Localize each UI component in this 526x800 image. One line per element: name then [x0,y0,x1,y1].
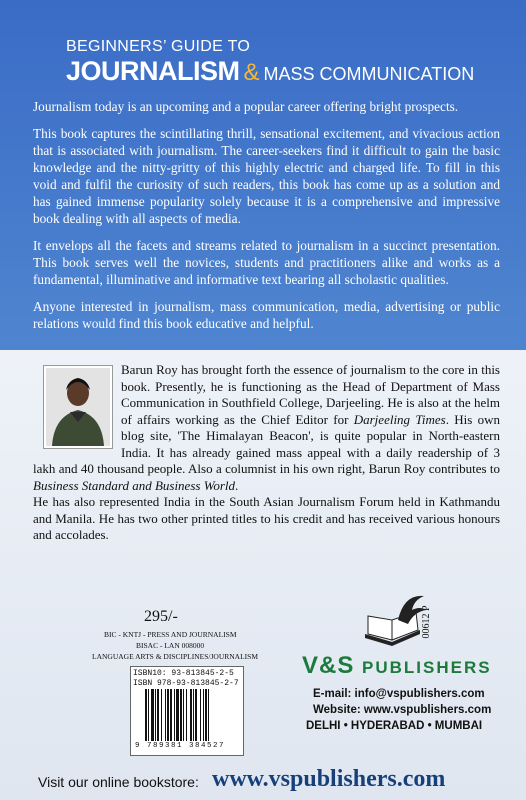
bio-publication-2: Business Standard and Business World [33,477,235,493]
barcode-bar [155,689,156,741]
barcode-bar [174,689,175,741]
title-mass-communication: MASS COMMUNICATION [263,64,475,84]
barcode-bar [186,689,187,741]
barcode-icon [145,689,237,741]
title-amp: & [243,59,260,86]
publisher-cities: DELHI • HYDERABAD • MUMBAI [306,720,483,732]
book-blurb [33,98,500,342]
category-language-arts: LANGUAGE ARTS & DISCIPLINES/JOURNALISM [92,652,259,661]
publisher-logo [302,652,492,680]
barcode-bar [203,689,204,741]
barcode-bar [183,689,184,741]
author-photo [44,366,112,448]
barcode-bar [167,689,169,741]
barcode-bar [161,689,162,741]
bio-publication-1: Darjeeling Times [353,411,446,427]
barcode-bar [193,689,194,741]
price: 295/- [144,608,178,625]
publisher-email[interactable]: E-mail: info@vspublishers.com [313,688,485,700]
blurb-paragraph-3: It envelops all the facets and streams related to journalism in a succinct presentation. This book serves well the novices, students and practitioners alike and works as a fundamental, illuminative and informative text bearing all scholastic qualities. [33,238,500,287]
author-photo-image [46,368,110,446]
publisher-vs: V&S [302,652,355,679]
barcode-bar [151,689,154,741]
barcode-bar [180,689,182,741]
barcode-bar [195,689,197,741]
category-bisac: BISAC - LAN 008000 [136,641,205,650]
barcode-bar [205,689,207,741]
barcode-digits: 9 789381 384527 [135,742,226,750]
category-bic: BIC - KNTJ - PRESS AND JOURNALISM [104,630,237,639]
barcode-bar [145,689,147,741]
barcode-bar [176,689,179,741]
isbn-10: ISBN10: 93-813845-2-5 [133,669,234,678]
bio-text: . [235,477,239,493]
title-top: BEGINNERS’ GUIDE TO [66,38,251,55]
publisher-website[interactable]: Website: www.vspublishers.com [313,704,492,716]
blurb-paragraph-4: Anyone interested in journalism, mass communication, media, advertising or public relations would find this book educative and helpful. [33,299,500,331]
blurb-paragraph-2: This book captures the scintillating thrill, sensational excitement, and vivacious action that is associated with journalism. The career-seekers find it difficult to gain the basic knowledge and the nitty-gritty of this highly electric and charged life. To fill in this void and fulfil the curiosity of such readers, this book has come up as a solution and has gained immense popularity solely because it is a comprehensive and impressive book dealing with all aspects of media. [33,126,500,226]
bookstore-url-link[interactable]: www.vspublishers.com [212,766,446,792]
bio-paragraph-2: He has also represented India in the South Asian Journalism Forum held in Kathmandu and Manila. He has two other printed titles to his credit and has received various honours and accolades. [33,494,500,542]
barcode-bar [157,689,159,741]
visit-bookstore-label: Visit our online bookstore: [38,774,199,790]
title-main [66,56,474,87]
publisher-name: PUBLISHERS [362,658,492,677]
barcode-bar [208,689,209,741]
barcode-bar [190,689,192,741]
bio-text: . His own blog site, 'The Himalayan Beacon', is quite popular in North-eastern India. It has already gained mass appeal with a daily readership of 3 lakh and 40 thousand people. Also a columnist in his own right, Barun Roy contributes to [33,411,500,476]
bio-text: Barun Roy has brought forth the essence of journalism to the core in this book. Presently, he is functioning as the Head of Department of Mass Communication in Southfield College, Darjeeling. He is also at the helm of affairs working as the Chief Editor for [121,362,500,427]
barcode-bar [200,689,201,741]
barcode-bar [148,689,149,741]
blurb-paragraph-1: Journalism today is an upcoming and a popular career offering bright prospects. [33,99,459,114]
isbn-barcode-box [130,666,244,756]
barcode-bar [165,689,166,741]
isbn-13: ISBN 978-93-813845-2-7 [133,679,239,688]
product-code: 00612 P [420,605,432,639]
title-journalism: JOURNALISM [66,56,240,86]
eagle-book-logo-icon [360,590,430,650]
barcode-bar [170,689,172,741]
